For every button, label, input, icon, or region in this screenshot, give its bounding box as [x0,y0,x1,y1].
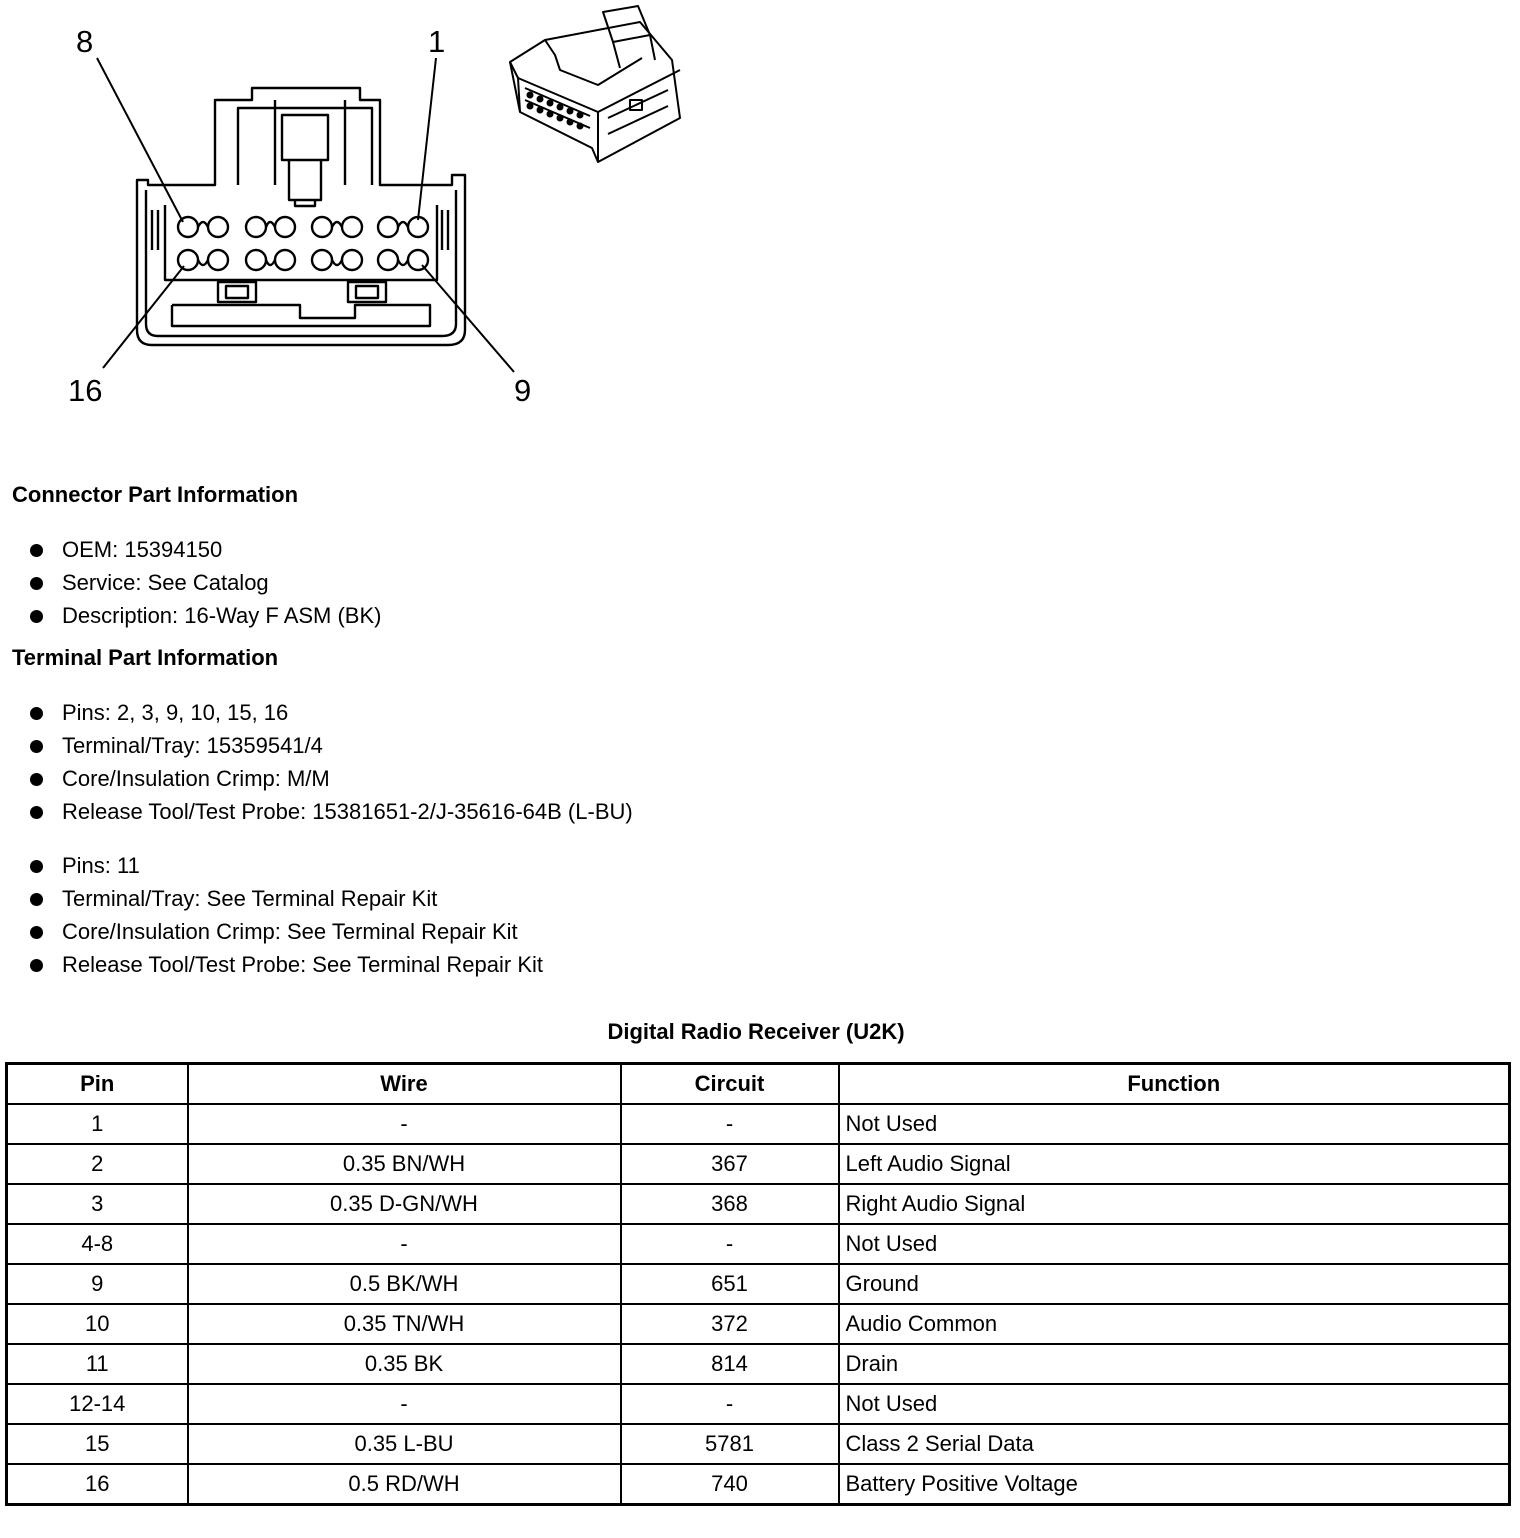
cell-function: Audio Common [839,1304,1510,1344]
pinout-table [5,1062,1511,1506]
cell-circuit: 814 [621,1344,839,1384]
table-header-row [7,1064,1510,1105]
table-row [7,1304,1510,1344]
header-pin: Pin [7,1064,188,1105]
cell-circuit: - [621,1384,839,1424]
cell-wire: 0.5 RD/WH [188,1464,621,1505]
table-row [7,1184,1510,1224]
cell-function: Drain [839,1344,1510,1384]
table-row [7,1104,1510,1144]
cell-wire: 0.35 BN/WH [188,1144,621,1184]
table-row [7,1464,1510,1505]
cell-circuit: 368 [621,1184,839,1224]
header-function: Function [839,1064,1510,1105]
cell-circuit: 372 [621,1304,839,1344]
cell-pin: 3 [7,1184,188,1224]
table-row [7,1264,1510,1304]
cell-function: Not Used [839,1224,1510,1264]
cell-wire: 0.35 D-GN/WH [188,1184,621,1224]
cell-function: Not Used [839,1384,1510,1424]
cell-function: Class 2 Serial Data [839,1424,1510,1464]
cell-pin: 11 [7,1344,188,1384]
table-row [7,1144,1510,1184]
table-row [7,1384,1510,1424]
list-item: Core/Insulation Crimp: M/M [26,762,633,795]
connector-info-heading: Connector Part Information [12,482,299,507]
pin-callout-8: 8 [76,24,94,59]
terminal-info-heading: Terminal Part Information [12,645,279,670]
header-wire: Wire [188,1064,621,1105]
list-item: Description: 16-Way F ASM (BK) [26,599,381,632]
list-item: Pins: 11 [26,849,543,882]
cell-circuit: - [621,1104,839,1144]
list-item: Service: See Catalog [26,566,381,599]
cell-pin: 4-8 [7,1224,188,1264]
terminal-info-list-1 [26,696,633,828]
table-title: Digital Radio Receiver (U2K) [607,1019,905,1044]
cell-pin: 15 [7,1424,188,1464]
table-row [7,1344,1510,1384]
cell-pin: 12-14 [7,1384,188,1424]
cell-wire: 0.35 L-BU [188,1424,621,1464]
connector-diagram [0,0,760,440]
list-item: Pins: 2, 3, 9, 10, 15, 16 [26,696,633,729]
cell-function: Ground [839,1264,1510,1304]
list-item: OEM: 15394150 [26,533,381,566]
table-row [7,1224,1510,1264]
pin-callout-9: 9 [514,373,532,408]
cell-wire: 0.5 BK/WH [188,1264,621,1304]
cell-wire: 0.35 BK [188,1344,621,1384]
cavity-array [178,217,428,270]
cell-circuit: 367 [621,1144,839,1184]
connector-isometric-drawing [510,6,680,162]
cell-wire: - [188,1384,621,1424]
cell-function: Battery Positive Voltage [839,1464,1510,1505]
cell-wire: - [188,1224,621,1264]
cell-pin: 2 [7,1144,188,1184]
cell-function: Not Used [839,1104,1510,1144]
cell-circuit: - [621,1224,839,1264]
cell-pin: 16 [7,1464,188,1505]
connector-info-list [26,533,381,632]
cell-pin: 10 [7,1304,188,1344]
table-row [7,1424,1510,1464]
list-item: Core/Insulation Crimp: See Terminal Repair Kit [26,915,543,948]
pin-callout-16: 16 [68,373,103,408]
cell-pin: 1 [7,1104,188,1144]
cell-circuit: 740 [621,1464,839,1505]
list-item: Terminal/Tray: See Terminal Repair Kit [26,882,543,915]
header-circuit: Circuit [621,1064,839,1105]
cell-circuit: 5781 [621,1424,839,1464]
list-item: Terminal/Tray: 15359541/4 [26,729,633,762]
cell-wire: - [188,1104,621,1144]
cell-pin: 9 [7,1264,188,1304]
cell-circuit: 651 [621,1264,839,1304]
cell-function: Left Audio Signal [839,1144,1510,1184]
terminal-info-list-2 [26,849,543,981]
list-item: Release Tool/Test Probe: See Terminal Repair Kit [26,948,543,981]
list-item: Release Tool/Test Probe: 15381651-2/J-35616-64B (L-BU) [26,795,633,828]
pin-callout-1: 1 [428,24,446,59]
cell-wire: 0.35 TN/WH [188,1304,621,1344]
cell-function: Right Audio Signal [839,1184,1510,1224]
